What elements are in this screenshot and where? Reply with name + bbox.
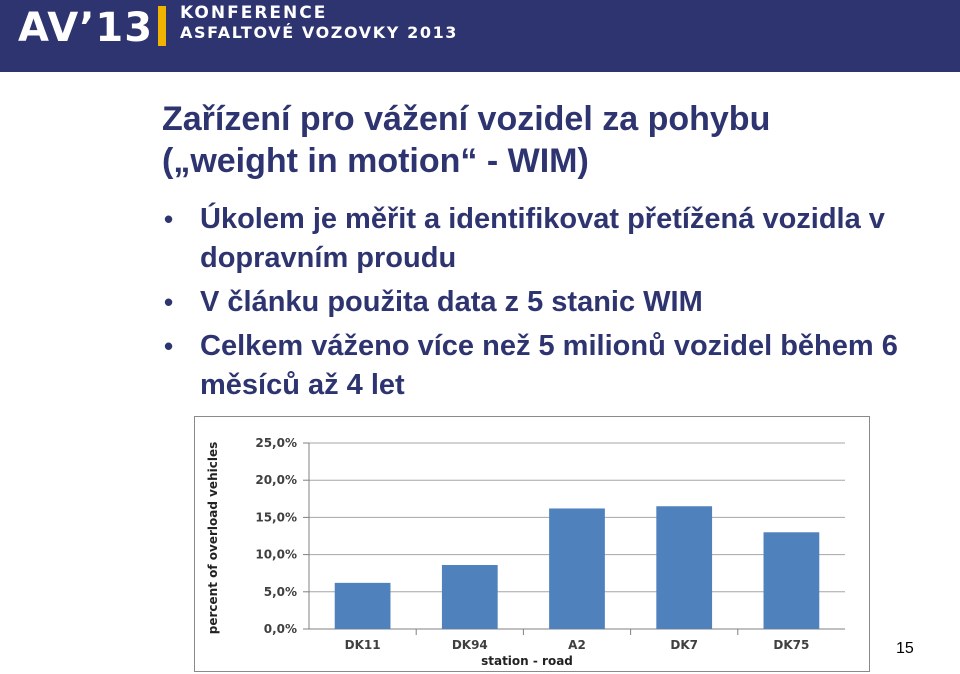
bullet-list: [162, 200, 952, 410]
y-tick-label: 25,0%: [255, 436, 297, 450]
header-banner: [0, 0, 960, 72]
x-tick-label: DK7: [670, 638, 699, 652]
conference-name-line1: KONFERENCE: [180, 3, 328, 23]
y-tick-label: 10,0%: [255, 547, 297, 562]
x-tick-label: DK11: [344, 638, 381, 652]
page-number: 15: [896, 640, 914, 657]
slide-title-line1: Zařízení pro vážení vozidel za pohybu: [162, 100, 771, 138]
bullet-text: Celkem váženo více než 5 milionů vozidel během 6 měsíců až 4 let: [200, 330, 898, 401]
bullet-dot-icon: •: [164, 204, 174, 234]
bullet-item: [162, 283, 952, 322]
bullet-text: V článku použita data z 5 stanic WIM: [200, 286, 703, 318]
x-axis-title: station - road: [481, 654, 573, 668]
conference-name-line2: ASFALTOVÉ VOZOVKY 2013: [180, 23, 459, 42]
y-tick-label: 15,0%: [255, 510, 297, 525]
chart-canvas: [195, 417, 871, 673]
bullet-dot-icon: •: [164, 331, 174, 361]
y-axis-title: percent of overload vehicles: [206, 441, 220, 635]
y-tick-label: 20,0%: [255, 473, 297, 488]
bar-a2: [549, 508, 605, 629]
slide-title-line2: („weight in motion“ - WIM): [162, 142, 589, 180]
conference-logo: AV’13: [18, 5, 154, 51]
overload-chart: [194, 416, 870, 672]
bullet-item: [162, 200, 952, 278]
bar-dk75: [764, 532, 820, 629]
bullet-item: [162, 327, 952, 405]
y-tick-label: 5,0%: [263, 584, 297, 599]
bar-dk7: [656, 506, 712, 629]
y-tick-label: 0,0%: [263, 622, 297, 636]
x-tick-label: DK75: [773, 638, 810, 652]
bar-dk11: [335, 583, 391, 629]
slide-title: [162, 98, 922, 182]
logo-accent-bar: [158, 6, 166, 46]
bullet-dot-icon: •: [164, 287, 174, 317]
bullet-text: Úkolem je měřit a identifikovat přetížená vozidla v dopravním proudu: [200, 203, 885, 274]
x-tick-label: DK94: [451, 638, 488, 652]
x-tick-label: A2: [568, 638, 586, 652]
bar-dk94: [442, 565, 498, 629]
